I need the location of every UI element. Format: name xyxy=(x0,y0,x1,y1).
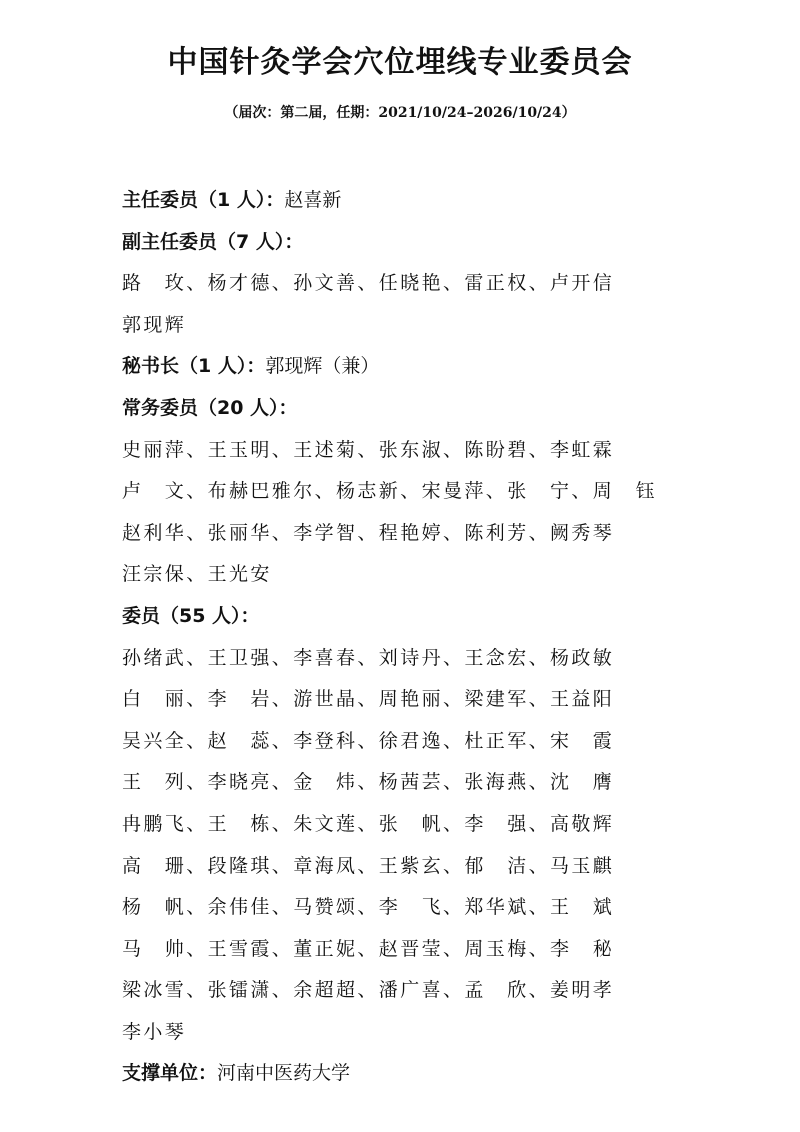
members-row: 吴兴全、赵 蕊、李登科、徐君逸、杜正军、宋 霞 xyxy=(122,729,615,752)
members-heading: 委员（55 人）： xyxy=(122,604,260,627)
term-subtitle: （届次：第二届，任期：2021/10/24–2026/10/24） xyxy=(224,105,576,121)
members-row: 冉鹏飞、王 栋、朱文莲、张 帆、李 强、高敬辉 xyxy=(122,812,615,835)
members-row: 白 丽、李 岩、游世晶、周艳丽、梁建军、王益阳 xyxy=(122,688,615,711)
standing-members-row: 赵利华、张丽华、李学智、程艳婷、陈利芳、阙秀琴 xyxy=(122,521,615,544)
page-title: 中国针灸学会穴位埋线专业委员会 xyxy=(167,45,633,80)
deputy-directors-row: 郭现辉 xyxy=(122,313,187,336)
members-row: 王 列、李晓亮、金 炜、杨茜芸、张海燕、沈 膺 xyxy=(122,771,615,794)
secretary-general-name: 郭现辉（兼） xyxy=(265,355,380,378)
director-label: 主任委员（1 人）： xyxy=(122,189,285,211)
secretary-general-label: 秘书长（1 人）： xyxy=(122,355,266,378)
deputy-directors-heading: 副主任委员（7 人）： xyxy=(122,230,304,253)
support-unit-label: 支撑单位： xyxy=(122,1062,218,1085)
members-row: 梁冰雪、张镭潇、余超超、潘广喜、孟 欣、姜明孝 xyxy=(122,979,615,1002)
standing-members-row: 汪宗保、王光安 xyxy=(122,563,272,586)
standing-members-heading: 常务委员（20 人）： xyxy=(122,396,298,419)
support-unit-line xyxy=(122,1053,762,1095)
members-row: 马 帅、王雪霞、董正妮、赵晋莹、周玉梅、李 秘 xyxy=(122,937,615,960)
members-row: 杨 帆、余伟佳、马赞颂、李 飞、郑华斌、王 斌 xyxy=(122,896,615,919)
standing-members-row: 史丽萍、王玉明、王述菊、张东淑、陈盼碧、李虹霖 xyxy=(122,438,615,461)
members-row: 李小琴 xyxy=(122,1020,187,1043)
members-row: 孙绪武、王卫强、李喜春、刘诗丹、王念宏、杨政敏 xyxy=(122,646,615,669)
support-unit-name: 河南中医药大学 xyxy=(217,1062,351,1085)
committee-roster xyxy=(122,180,762,1095)
deputy-directors-row: 路 玫、杨才德、孙文善、任晓艳、雷正权、卢开信 xyxy=(122,272,615,295)
director-name: 赵喜新 xyxy=(284,189,342,211)
director-line xyxy=(122,180,762,222)
standing-members-row: 卢 文、布赫巴雅尔、杨志新、宋曼萍、张 宁、周 钰 xyxy=(122,480,658,503)
secretary-general-line xyxy=(122,346,762,388)
members-row: 高 珊、段隆琪、章海凤、王紫玄、郁 洁、马玉麒 xyxy=(122,854,615,877)
